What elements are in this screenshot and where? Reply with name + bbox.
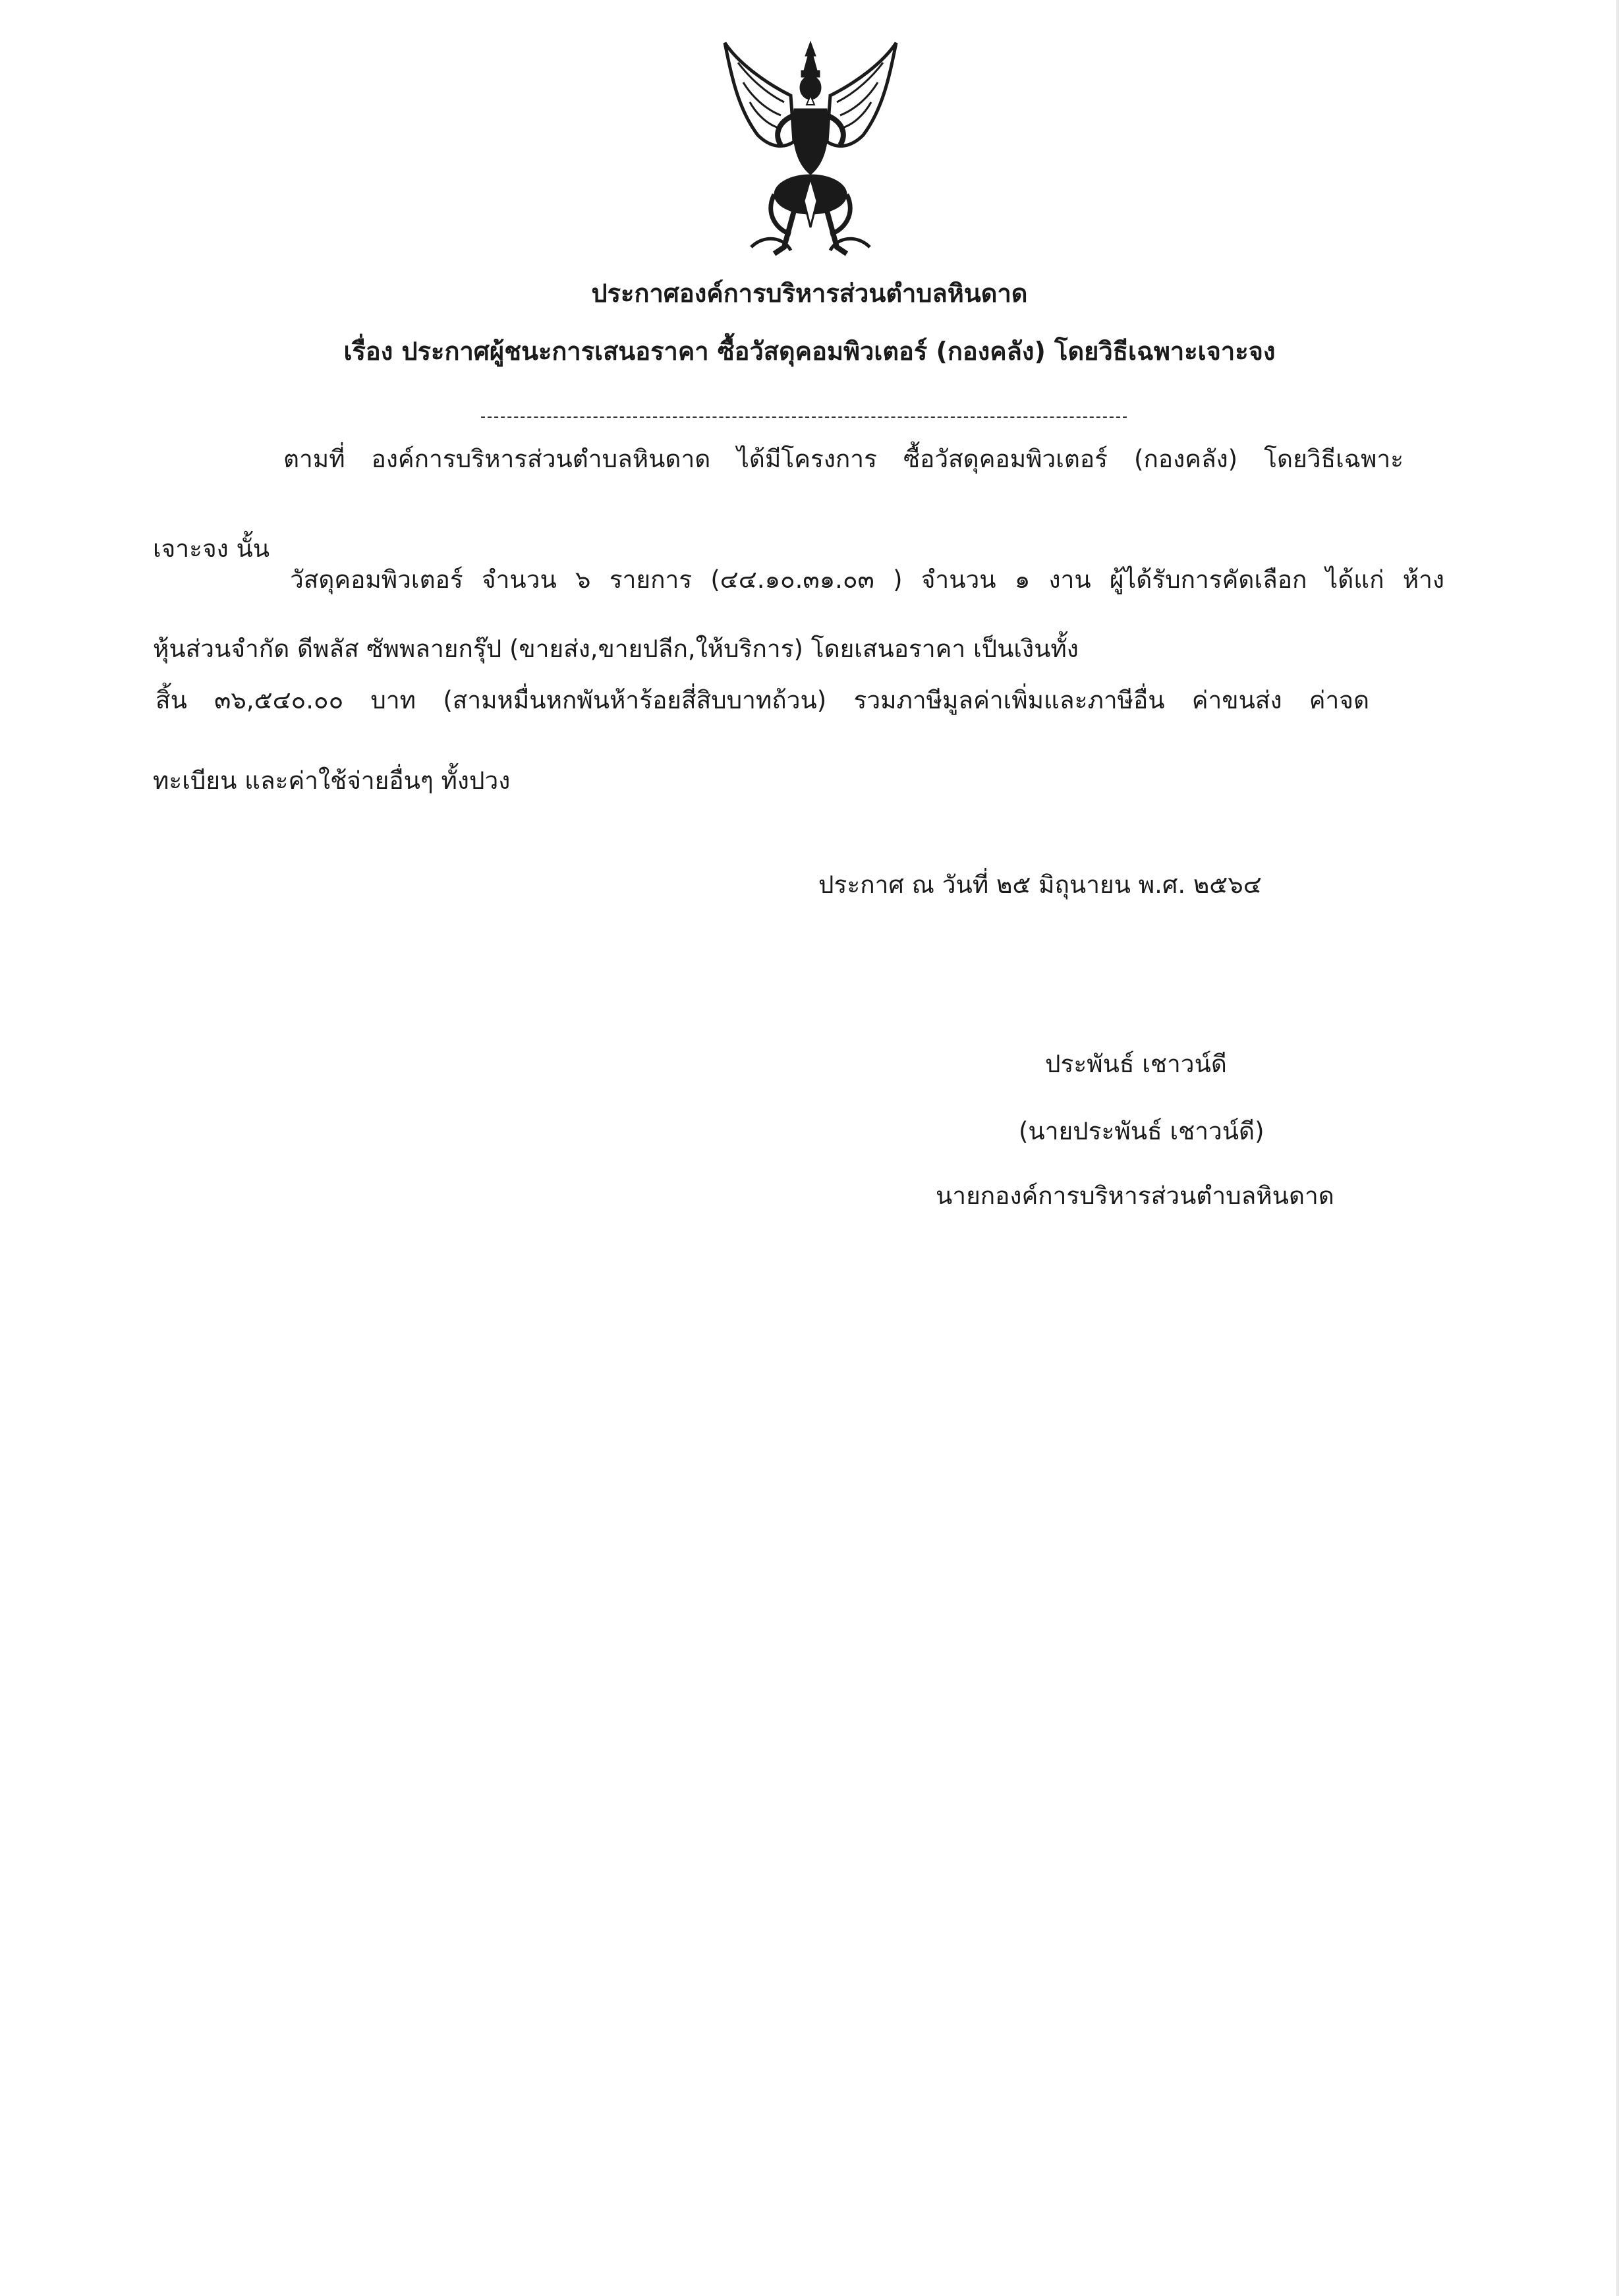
divider-line [481, 416, 1127, 418]
scan-edge [1616, 0, 1619, 2296]
body-line-1: ตามที่ องค์การบริหารส่วนตำบลหินดาด ได้มีโครงการ ซื้อวัสดุคอมพิวเตอร์ (กองคลัง) โดยวิธีเฉพาะ [283, 445, 1404, 473]
body-line-3: วัสดุคอมพิวเตอร์ จำนวน ๖ รายการ (๔๔.๑๐.๓๑.๐๓ ) จำนวน ๑ งาน ผู้ได้รับการคัดเลือก ได้แก่ ห้าง [290, 565, 1444, 594]
announcement-subject: เรื่อง ประกาศผู้ชนะการเสนอราคา ซื้อวัสดุคอมพิวเตอร์ (กองคลัง) โดยวิธีเฉพาะเจาะจง [343, 337, 1276, 366]
signature-full-name: (นายประพันธ์ เชาวน์ดี) [1019, 1117, 1264, 1145]
signature-position: นายกองค์การบริหารส่วนตำบลหินดาด [936, 1182, 1334, 1210]
body-line-6: ทะเบียน และค่าใช้จ่ายอื่นๆ ทั้งปวง [153, 766, 511, 795]
announcement-date: ประกาศ ณ วันที่ ๒๕ มิถุนายน พ.ศ. ๒๕๖๔ [818, 871, 1262, 899]
body-line-2: เจาะจง นั้น [153, 534, 270, 563]
body-line-4: หุ้นส่วนจำกัด ดีพลัส ซัพพลายกรุ๊ป (ขายส่ง,ขายปลีก,ให้บริการ) โดยเสนอราคา เป็นเงินทั้ง [153, 635, 1079, 663]
garuda-emblem-icon [712, 36, 909, 260]
signature-name: ประพันธ์ เชาวน์ดี [1045, 1050, 1227, 1078]
body-line-5: สิ้น ๓๖,๕๔๐.๐๐ บาท (สามหมื่นหกพันห้าร้อยสี่สิบบาทถ้วน) รวมภาษีมูลค่าเพิ่มและภาษีอื่น ค่าขนส่ง ค่าจด [156, 686, 1369, 714]
announcement-title: ประกาศองค์การบริหารส่วนตำบลหินดาด [591, 279, 1028, 308]
